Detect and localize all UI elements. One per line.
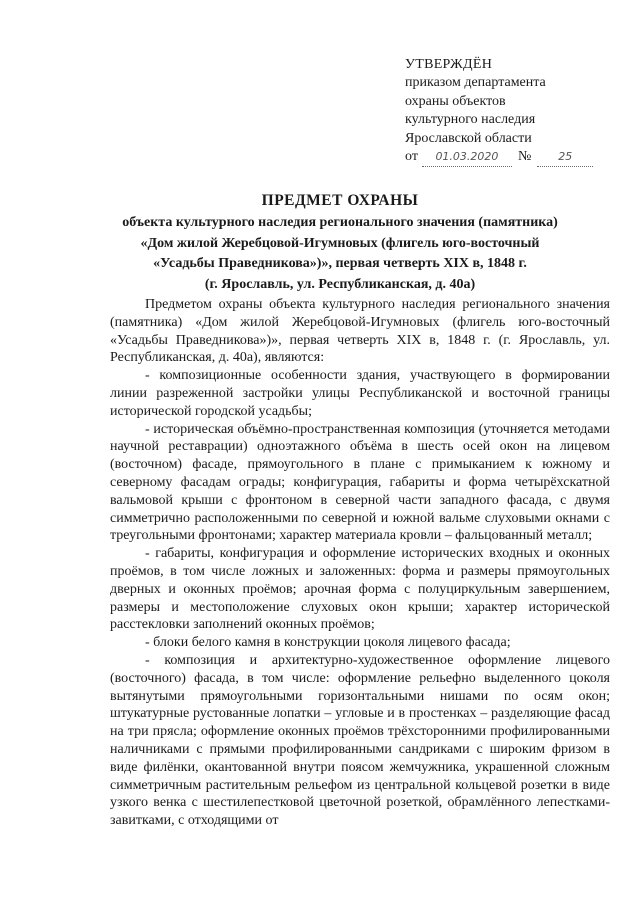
approval-line: охраны объектов [405, 93, 506, 109]
handwritten-number: 25 [558, 150, 573, 164]
heading-line: «Дом жилой Жеребцовой-Игумновых (флигель юго-восточный [140, 235, 540, 251]
heading-line: «Усадьбы Праведникова»)», первая четверть XIX в, 1848 г. [153, 256, 527, 271]
number-prefix: № [517, 149, 532, 165]
date-prefix: от [405, 149, 418, 165]
approval-line: культурного наследия [405, 112, 536, 128]
handwritten-date: 01.03.2020 [435, 150, 499, 164]
approval-line: УТВЕРЖДЁН [405, 57, 493, 72]
heading-line: объекта культурного наследия регионального значения (памятника) [122, 215, 558, 230]
approval-line: приказом департамента [405, 75, 546, 91]
approval-stamp [405, 56, 625, 167]
date-field [422, 148, 512, 167]
document-title: ПРЕДМЕТ ОХРАНЫ [261, 192, 419, 209]
document-body [110, 296, 610, 830]
paragraph-item: - композиционные особенности здания, участвующего в формировании линии разреженной застройки улицы Республиканской и восточной границы исторической городской усадьбы; [110, 368, 610, 419]
paragraph-item: - габариты, конфигурация и оформление исторических входных и оконных проёмов, в том числе ложных и заложенных: форма и размеры прямоугольных дверных и оконных проёмов; арочная форма с полуциркульным завершением, размеры и местоположение слуховых окон крыши; характер исторической расстекловки заполнений оконных проёмов; [110, 546, 610, 633]
document-heading [60, 190, 620, 295]
paragraph-item: - композиция и архитектурно-художественное оформление лицевого (восточного) фасада, в том числе: оформление рельефно выделенного цоколя вытянутыми прямоугольными горизонтальными нишами по осям окон; штукатурные рустованные лопатки – угловые и в простенках – разделяющие фасад на три прясла; оформление оконных проёмов трёхсторонними профилированными наличниками с прямыми профилированными сандриками с широким фризом в виде филёнки, окантованной внутри поясом жемчужника, украшенной сложным симметричным растительным рельефом из центральной кольцевой розетки в виде узкого венка с шестилепестковой цветочной розеткой, обрамлённого лепестками-завитками, с отходящими от [110, 652, 610, 829]
approval-date-row [405, 148, 625, 167]
paragraph-intro: Предметом охраны объекта культурного наследия регионального значения (памятника) «Дом жилой Жеребцовой-Игумновых (флигель юго-восточный «Усадьбы Праведникова»)», первая четверть XIX в, 1848 г. (г. Ярославль, ул. Республиканская, д. 40а), являются: [110, 297, 610, 366]
heading-line: (г. Ярославль, ул. Республиканская, д. 40а) [204, 276, 476, 292]
approval-line: Ярославской области [405, 130, 532, 146]
paragraph-item: - блоки белого камня в конструкции цоколя лицевого фасада; [145, 635, 511, 651]
number-field [537, 148, 593, 167]
paragraph-item: - историческая объёмно-пространственная композиция (уточняется методами научной реставрации) одноэтажного объёма в шесть осей окон на лицевом (восточном) фасаде, прямоугольного в плане с примыканием к южному и северному фасадам ограды; конфигурация, габариты и форма четырёхскатной вальмовой крыши с фронтоном в северной части западного фасада, с двумя симметрично расположенными по северной и южной вальме слуховыми окнами с треугольными фронтонами; характер материала кровли – фальцованный металл; [110, 421, 610, 544]
